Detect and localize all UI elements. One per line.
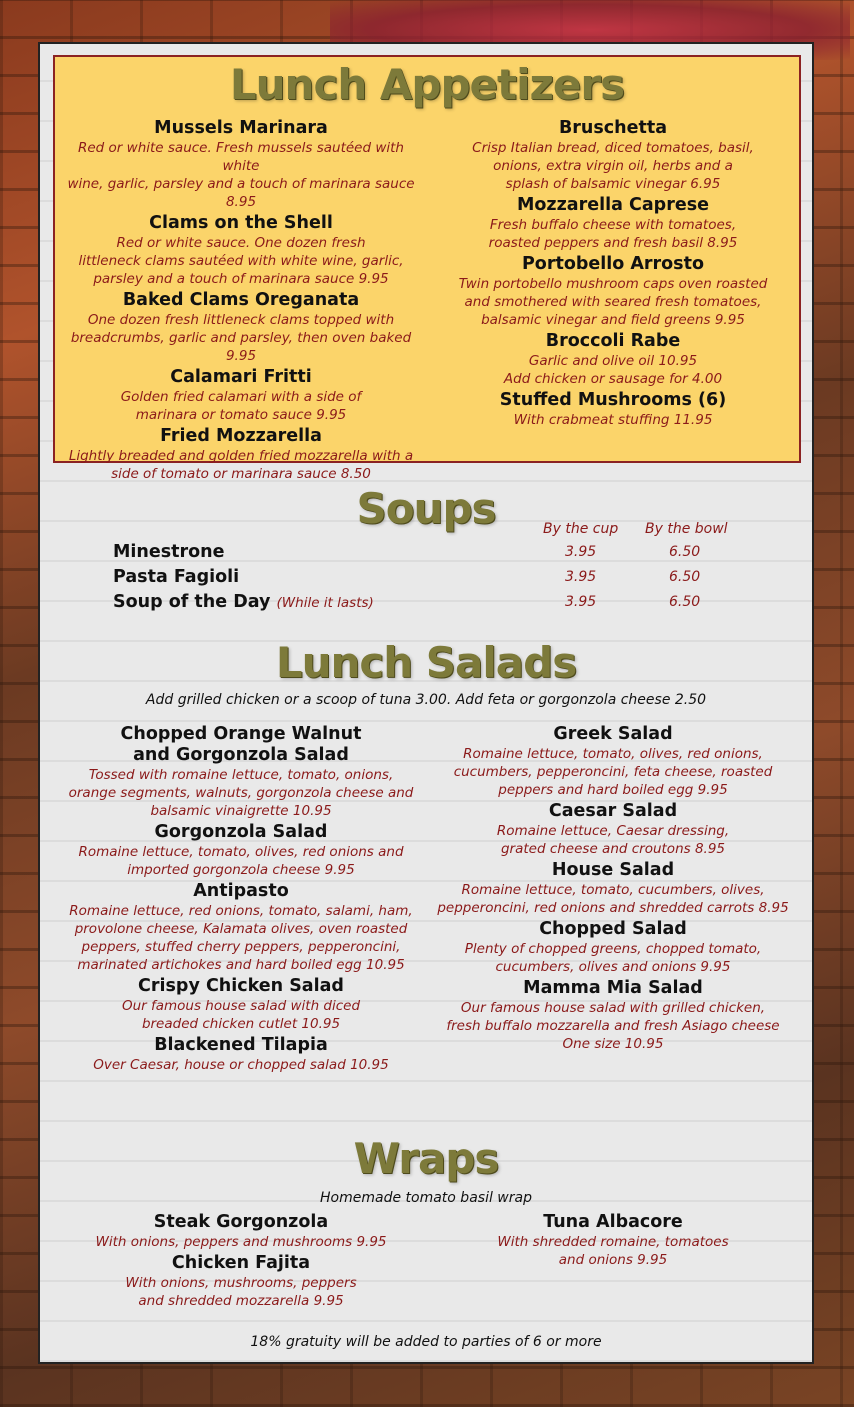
menu-item-description: One dozen fresh littleneck clams topped with breadcrumbs, garlic and parsley, then oven baked 9.95 — [70, 312, 412, 364]
menu-item-description: Lightly breaded and golden fried mozzarella with a side of tomato or marinara sauce 8.50 — [68, 448, 414, 482]
menu-item — [430, 801, 796, 858]
menu-item — [446, 118, 780, 193]
wraps-left-column — [56, 1212, 426, 1310]
menu-item-description: With crabmeat stuffing 11.95 — [513, 412, 713, 428]
menu-item-name: Chopped Salad — [539, 919, 687, 939]
menu-item-name: Mamma Mia Salad — [523, 978, 703, 998]
menu-item-description: Romaine lettuce, tomato, cucumbers, olives, pepperoncini, red onions and shredded carrots 8.95 — [437, 882, 789, 916]
wraps-right-column — [430, 1212, 796, 1269]
menu-item-description: With onions, mushrooms, peppers and shredded mozzarella 9.95 — [125, 1275, 357, 1309]
soup-cup-price: 3.95 — [565, 594, 597, 610]
soups-title: Soups — [356, 484, 496, 533]
menu-item — [56, 976, 426, 1033]
soup-bowl-price: 6.50 — [669, 569, 701, 585]
menu-item — [60, 367, 422, 424]
menu-item — [56, 1253, 426, 1310]
menu-item — [430, 978, 796, 1053]
menu-item — [60, 118, 422, 211]
menu-item-name: Fried Mozzarella — [160, 426, 322, 446]
menu-item-name: Mussels Marinara — [154, 118, 328, 138]
menu-item-description: Twin portobello mushroom caps oven roasted and smothered with seared fresh tomatoes, balsamic vinegar and field greens 9.95 — [458, 276, 768, 328]
soups-bowl-header: By the bowl — [645, 521, 728, 537]
menu-item-description: Garlic and olive oil 10.95 Add chicken or sausage for 4.00 — [503, 353, 723, 387]
soup-name-text: Soup of the Day — [113, 592, 271, 612]
menu-item — [60, 426, 422, 483]
menu-item-description: Romaine lettuce, tomato, olives, red onions, cucumbers, pepperoncini, feta cheese, roasted peppers and hard boiled egg 9.95 — [453, 746, 773, 798]
menu-item-name: Crispy Chicken Salad — [138, 976, 344, 996]
menu-item-description: Over Caesar, house or chopped salad 10.95 — [93, 1057, 389, 1073]
menu-item-name: Tuna Albacore — [543, 1212, 683, 1232]
salads-title: Lunch Salads — [275, 638, 577, 687]
salads-right-column — [430, 724, 796, 1053]
menu-item-description: Red or white sauce. One dozen fresh littleneck clams sautéed with white wine, garlic, parsley and a touch of marinara sauce 9.95 — [78, 235, 404, 287]
menu-item-name: Stuffed Mushrooms (6) — [499, 390, 727, 410]
menu-item-name: Bruschetta — [558, 118, 668, 138]
soup-note: (While it lasts) — [276, 595, 374, 611]
menu-item-description: Plenty of chopped greens, chopped tomato, cucumbers, olives and onions 9.95 — [464, 941, 762, 975]
menu-item — [430, 919, 796, 976]
soup-bowl-price: 6.50 — [669, 594, 701, 610]
menu-item-name: Chopped Orange Walnut and Gorgonzola Salad — [120, 724, 362, 765]
menu-item — [56, 1035, 426, 1074]
soups-cup-header: By the cup — [543, 521, 619, 537]
menu-item-name: Chicken Fajita — [171, 1253, 311, 1273]
soup-name — [113, 567, 239, 587]
menu-item — [446, 390, 780, 429]
menu-item — [56, 822, 426, 879]
wraps-title: Wraps — [353, 1134, 499, 1183]
soup-row — [113, 592, 733, 617]
menu-item-name: Steak Gorgonzola — [153, 1212, 329, 1232]
menu-item-name: Mozzarella Caprese — [517, 195, 709, 215]
menu-item — [430, 724, 796, 799]
salads-note: Add grilled chicken or a scoop of tuna 3.00. Add feta or gorgonzola cheese 2.50 — [145, 692, 707, 708]
menu-item — [446, 254, 780, 329]
menu-item — [60, 213, 422, 288]
menu-item-description: Romaine lettuce, red onions, tomato, salami, ham, provolone cheese, Kalamata olives, oven roasted peppers, stuffed cherry peppers, pepperoncini, marinated artichokes and hard boiled egg 10.95 — [69, 903, 413, 973]
menu-item-description: Romaine lettuce, tomato, olives, red onions and imported gorgonzola cheese 9.95 — [78, 844, 404, 878]
appetizers-left-column — [60, 118, 422, 483]
menu-item-name: Blackened Tilapia — [154, 1035, 328, 1055]
soup-bowl-price: 6.50 — [669, 544, 701, 560]
menu-item-description: Romaine lettuce, Caesar dressing, grated cheese and croutons 8.95 — [496, 823, 730, 857]
menu-item-name: Gorgonzola Salad — [154, 822, 328, 842]
menu-item-description: Our famous house salad with grilled chicken, fresh buffalo mozzarella and fresh Asiago cheese One size 10.95 — [446, 1000, 780, 1052]
soup-cup-price: 3.95 — [565, 544, 597, 560]
salads-left-column — [56, 724, 426, 1074]
gratuity-footer: 18% gratuity will be added to parties of 6 or more — [250, 1334, 602, 1350]
soup-name — [113, 592, 374, 612]
menu-item-name: Greek Salad — [553, 724, 673, 744]
menu-item — [60, 290, 422, 365]
soup-row — [113, 567, 733, 592]
menu-item — [446, 195, 780, 252]
menu-item-name: Broccoli Rabe — [545, 331, 681, 351]
menu-item-name: Calamari Fritti — [170, 367, 312, 387]
menu-item-name: House Salad — [551, 860, 675, 880]
soup-row — [113, 542, 733, 567]
wraps-note: Homemade tomato basil wrap — [320, 1190, 532, 1206]
menu-item — [446, 331, 780, 388]
menu-item-description: Crisp Italian bread, diced tomatoes, basil, onions, extra virgin oil, herbs and a splash of balsamic vinegar 6.95 — [472, 140, 754, 192]
menu-item-description: Our famous house salad with diced breaded chicken cutlet 10.95 — [121, 998, 361, 1032]
menu-item — [430, 1212, 796, 1269]
soup-cup-price: 3.95 — [565, 569, 597, 585]
menu-item-name: Antipasto — [193, 881, 289, 901]
menu-item-name: Caesar Salad — [548, 801, 678, 821]
soup-name — [113, 542, 225, 562]
menu-item-description: Tossed with romaine lettuce, tomato, onions, orange segments, walnuts, gorgonzola cheese and balsamic vinaigrette 10.95 — [68, 767, 414, 819]
menu-item-description: With shredded romaine, tomatoes and onions 9.95 — [497, 1234, 729, 1268]
menu-item-description: With onions, peppers and mushrooms 9.95 — [95, 1234, 387, 1250]
menu-item-name: Baked Clams Oreganata — [122, 290, 360, 310]
menu-item — [56, 724, 426, 820]
appetizers-title: Lunch Appetizers — [229, 60, 625, 109]
menu-item-name: Portobello Arrosto — [521, 254, 704, 274]
soup-name-text: Minestrone — [113, 542, 225, 562]
menu-item — [56, 1212, 426, 1251]
menu-item — [56, 881, 426, 974]
menu-item-name: Clams on the Shell — [149, 213, 333, 233]
soup-name-text: Pasta Fagioli — [113, 567, 240, 587]
appetizers-right-column — [446, 118, 780, 429]
menu-item-description: Fresh buffalo cheese with tomatoes, roasted peppers and fresh basil 8.95 — [488, 217, 738, 251]
menu-item — [430, 860, 796, 917]
menu-item-description: Golden fried calamari with a side of marinara or tomato sauce 9.95 — [120, 389, 362, 423]
menu-item-description: Red or white sauce. Fresh mussels sautéed with white wine, garlic, parsley and a touch of marinara sauce 8.95 — [67, 140, 415, 210]
